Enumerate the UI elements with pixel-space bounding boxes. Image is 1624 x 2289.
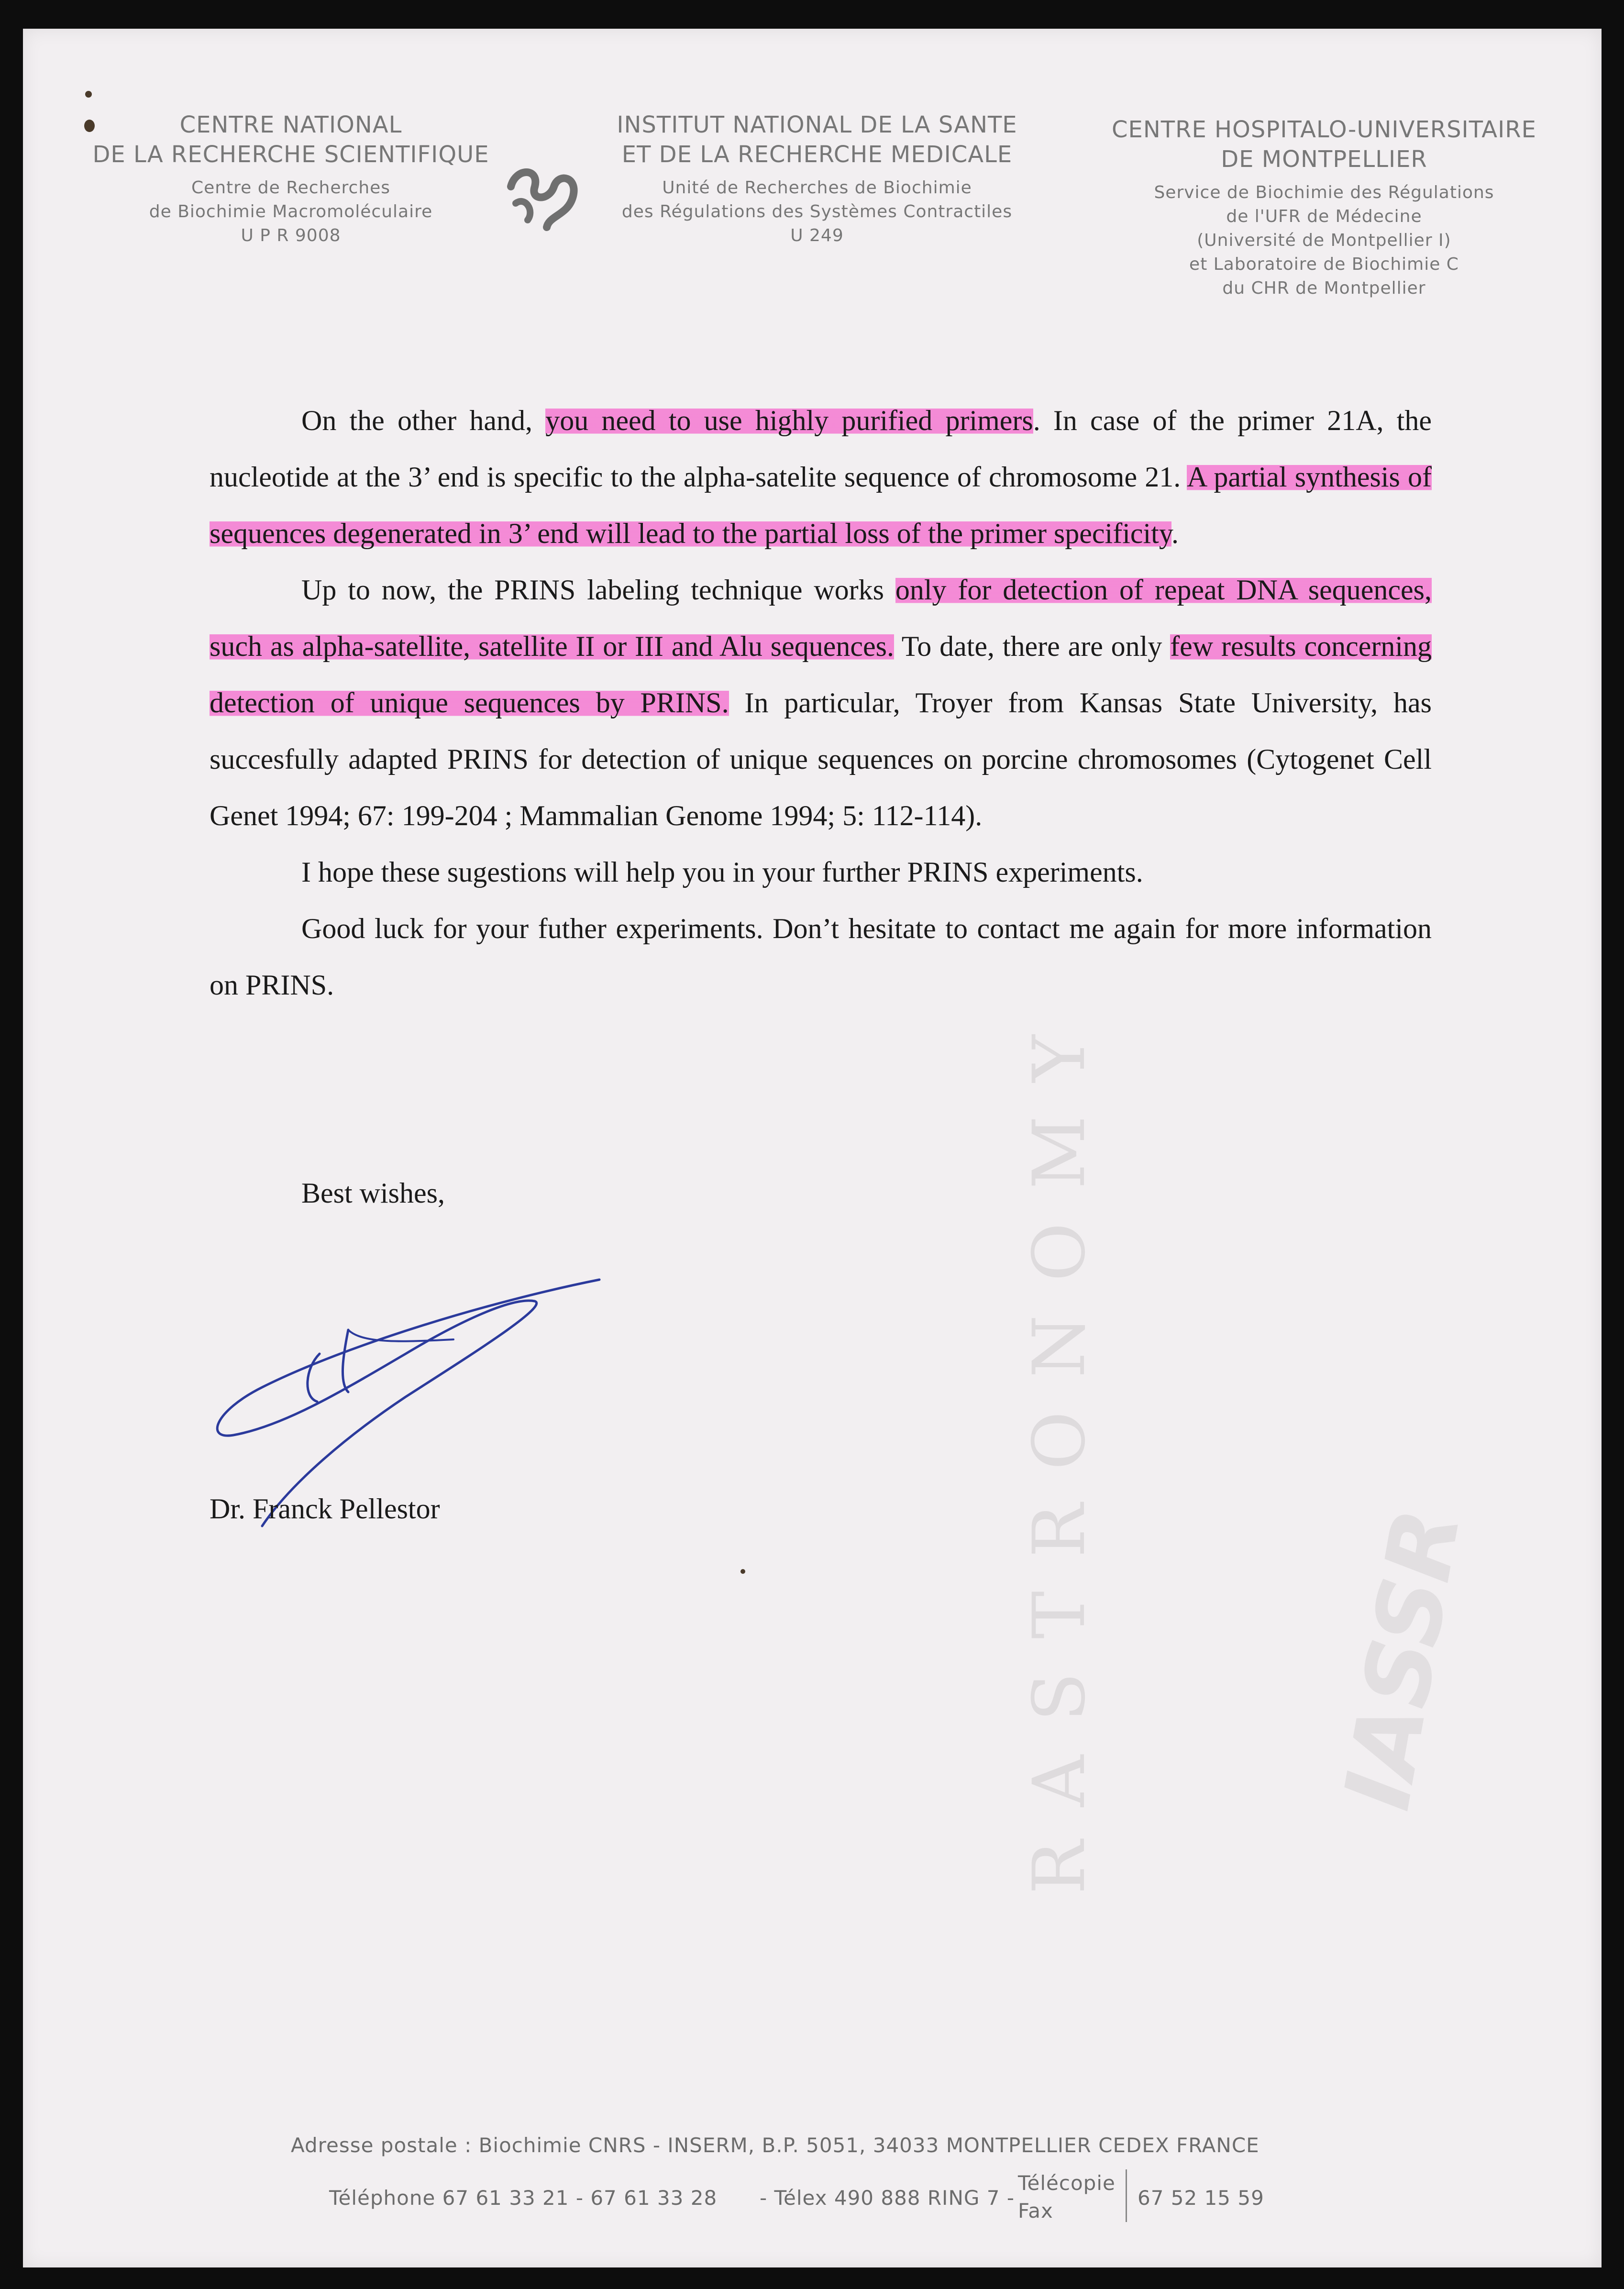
footer-address: Adresse postale : Biochimie CNRS - INSERM, B.P. 5051, 34033 MONTPELLIER CEDEX FRANCE xyxy=(291,2134,1259,2157)
unit-line: U 249 xyxy=(790,226,844,245)
unit-line: U P R 9008 xyxy=(241,226,341,245)
highlighted-text: few results concerning detection of unique sequences by PRINS. xyxy=(210,630,1432,719)
highlighted-text: only for detection of repeat DNA sequences, such as alpha-satellite, satellite II or III and Alu sequences. xyxy=(210,574,1432,662)
paragraph xyxy=(210,562,1432,844)
header-cnrs xyxy=(80,110,501,248)
background-stamp-text: RASTRONOMY xyxy=(1018,1001,1101,1894)
paper-speck xyxy=(85,91,92,98)
body-text: On the other hand, xyxy=(301,405,546,436)
signer-name: Dr. Franck Pellestor xyxy=(210,1493,440,1525)
footer-fax-number: 67 52 15 59 xyxy=(1138,2186,1264,2210)
paper-speck xyxy=(740,1569,745,1574)
unit-line: Centre de Recherches xyxy=(191,178,391,198)
body-text: Up to now, the PRINS labeling technique works xyxy=(301,574,895,606)
body-text: . xyxy=(1171,518,1179,549)
body-text: To date, there are only xyxy=(894,630,1171,662)
footer-telex: - Télex 490 888 RING 7 - xyxy=(760,2186,1015,2210)
header-chu xyxy=(1085,115,1563,300)
org-name-line: INSTITUT NATIONAL DE LA SANTE xyxy=(617,111,1017,138)
unit-line: (Université de Montpellier I) xyxy=(1197,231,1451,250)
letter-page xyxy=(23,29,1602,2267)
background-stamp-text: IASSR xyxy=(1324,1501,1481,1817)
org-name-line: DE MONTPELLIER xyxy=(1221,146,1427,173)
highlighted-text: A partial synthesis of sequences degenerated in 3’ end will lead to the partial loss of the primer specificity xyxy=(210,461,1432,549)
footer-divider xyxy=(1126,2169,1127,2222)
org-name-line: CENTRE HOSPITALO-UNIVERSITAIRE xyxy=(1112,116,1536,143)
unit-line: Service de Biochimie des Régulations xyxy=(1154,183,1494,202)
unit-line: de Biochimie Macromoléculaire xyxy=(149,202,433,221)
unit-line: du CHR de Montpellier xyxy=(1222,278,1426,298)
unit-line: de l'UFR de Médecine xyxy=(1226,207,1422,226)
unit-line: Unité de Recherches de Biochimie xyxy=(662,178,972,198)
org-name-line: DE LA RECHERCHE SCIENTIFIQUE xyxy=(92,141,489,168)
footer-fax-labels xyxy=(1018,2169,1116,2225)
footer-telephone: Téléphone 67 61 33 21 - 67 61 33 28 xyxy=(329,2186,718,2210)
cnrs-logo xyxy=(501,158,583,234)
paragraph: I hope these sugestions will help you in your further PRINS experiments. xyxy=(301,856,1143,888)
org-name-line: CENTRE NATIONAL xyxy=(179,111,402,138)
closing-salutation: Best wishes, xyxy=(301,1177,445,1209)
body-text: . In case of the primer 21A, the nucleotide at the 3’ end is specific to the alpha-satelite sequence of chromosome 21. xyxy=(210,405,1432,493)
org-name-line: ET DE LA RECHERCHE MEDICALE xyxy=(621,141,1013,168)
body-text: In particular, Troyer from Kansas State University, has succesfully adapted PRINS for detection of unique sequences on porcine chromosomes (Cytogenet Cell Genet 1994; 67: 199-204 ; Mammalian Genome 1994; 5: 112-114). xyxy=(210,687,1432,831)
header-inserm xyxy=(578,110,1056,248)
highlighted-text: you need to use highly purified primers xyxy=(545,405,1033,436)
fax-label: Fax xyxy=(1018,2199,1053,2223)
unit-line: et Laboratoire de Biochimie C xyxy=(1189,254,1459,274)
fax-label: Télécopie xyxy=(1018,2171,1116,2195)
unit-line: des Régulations des Systèmes Contractiles xyxy=(621,202,1013,221)
paragraph xyxy=(210,392,1432,562)
paragraph: Good luck for your futher experiments. Don’t hesitate to contact me again for more information on PRINS. xyxy=(210,913,1432,1001)
letter-body xyxy=(210,392,1432,1013)
